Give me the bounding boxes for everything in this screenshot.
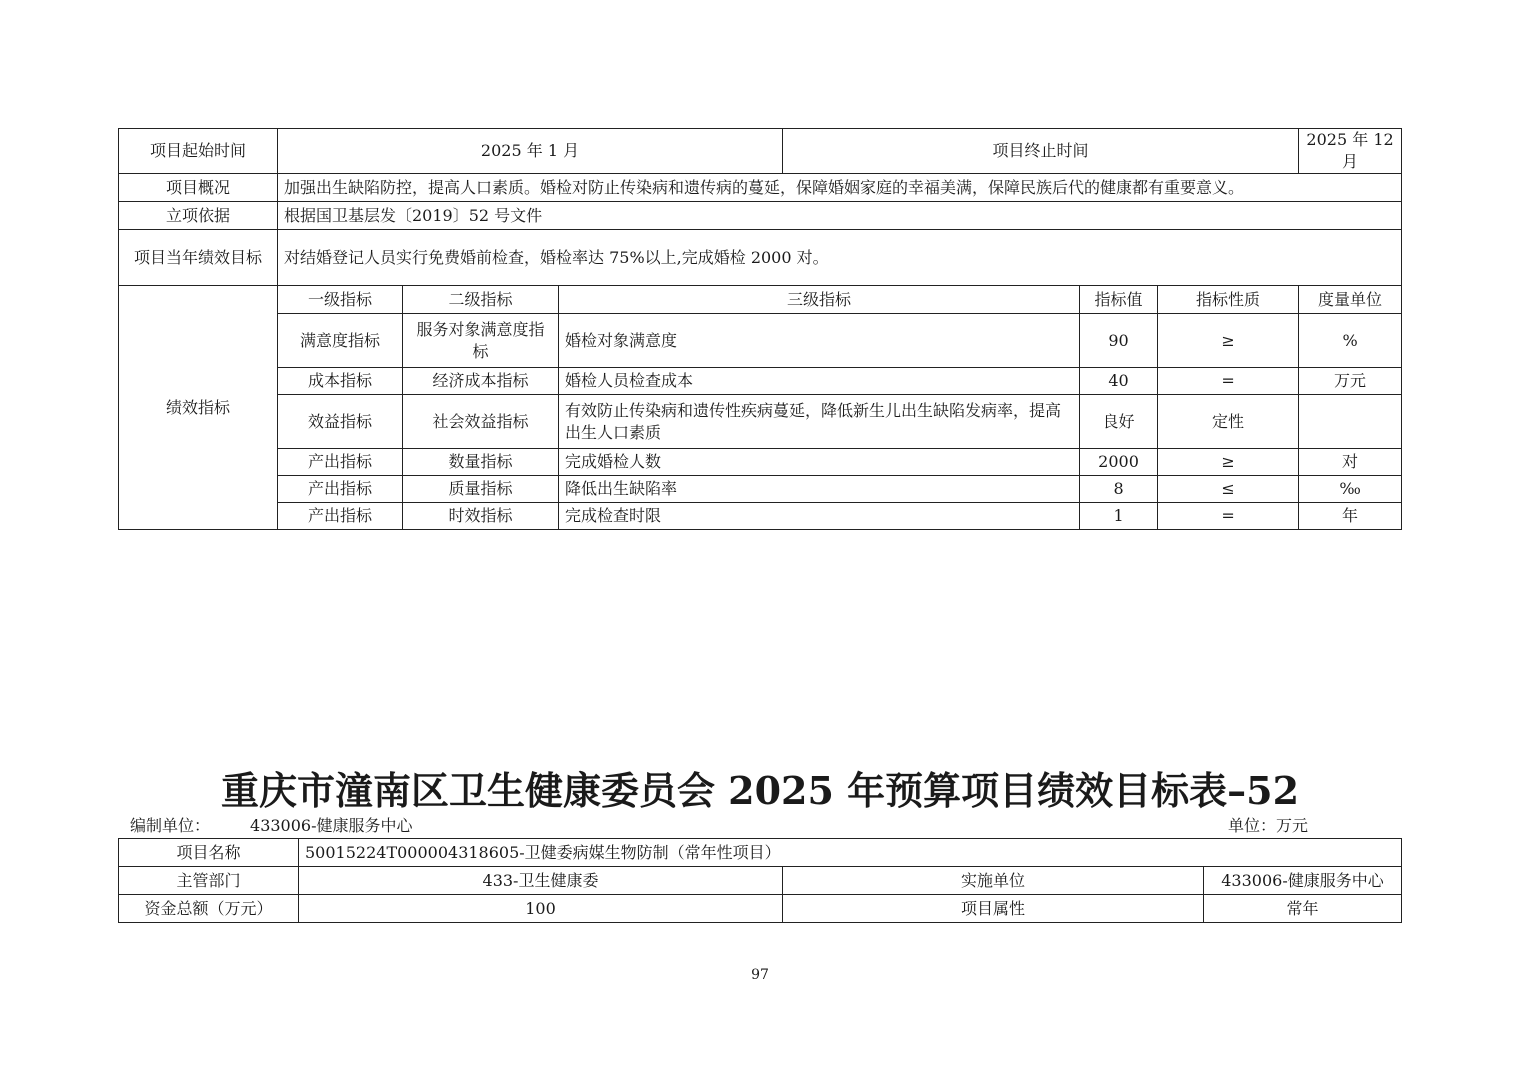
row-value: 良好: [1080, 395, 1158, 449]
attr-value: 常年: [1204, 895, 1402, 923]
row-l3: 完成检查时限: [559, 503, 1080, 530]
project-info-table: [118, 838, 1402, 923]
row-l1: 成本指标: [278, 368, 403, 395]
attr-label: 项目属性: [783, 895, 1204, 923]
funds-label: 资金总额（万元）: [119, 895, 299, 923]
basis-value: 根据国卫基层发〔2019〕52 号文件: [278, 202, 1402, 230]
row-l2: 经济成本指标: [403, 368, 559, 395]
row-unit: 万元: [1299, 368, 1402, 395]
row-l3: 有效防止传染病和遗传性疾病蔓延，降低新生儿出生缺陷发病率，提高出生人口素质: [559, 395, 1080, 449]
row-l2: 数量指标: [403, 449, 559, 476]
dept-label: 主管部门: [119, 867, 299, 895]
row-value: 90: [1080, 314, 1158, 368]
funds-value: 100: [299, 895, 783, 923]
row-l2: 服务对象满意度指标: [403, 314, 559, 368]
prepared-by-value: 433006-健康服务中心: [250, 816, 413, 835]
table-row: [119, 368, 1402, 395]
row-nature: ≤: [1158, 476, 1299, 503]
header-unit: 度量单位: [1299, 286, 1402, 314]
table-row: [119, 476, 1402, 503]
overview-label: 项目概况: [119, 174, 278, 202]
row-nature: ≥: [1158, 314, 1299, 368]
page-title: 重庆市潼南区卫生健康委员会 2025 年预算项目绩效目标表–52: [220, 768, 1300, 813]
table-row: [119, 395, 1402, 449]
row-nature: ≥: [1158, 449, 1299, 476]
row-unit: ‰: [1299, 476, 1402, 503]
row-unit: %: [1299, 314, 1402, 368]
row-l1: 产出指标: [278, 449, 403, 476]
row-value: 8: [1080, 476, 1158, 503]
page-number: 97: [751, 967, 769, 983]
row-l1: 产出指标: [278, 503, 403, 530]
header-l1: 一级指标: [278, 286, 403, 314]
prepared-by: [130, 813, 413, 836]
header-l3: 三级指标: [559, 286, 1080, 314]
row-l2: 质量指标: [403, 476, 559, 503]
row-value: 2000: [1080, 449, 1158, 476]
row-unit: [1299, 395, 1402, 449]
goal-value: 对结婚登记人员实行免费婚前检查，婚检率达 75%以上,完成婚检 2000 对。: [278, 230, 1402, 286]
start-time-label: 项目起始时间: [119, 129, 278, 174]
row-value: 40: [1080, 368, 1158, 395]
dept-value: 433-卫生健康委: [299, 867, 783, 895]
basis-label: 立项依据: [119, 202, 278, 230]
start-time-value: 2025 年 1 月: [278, 129, 783, 174]
table-row: [119, 449, 1402, 476]
end-time-value: 2025 年 12 月: [1299, 129, 1402, 174]
row-value: 1: [1080, 503, 1158, 530]
table-row: [119, 503, 1402, 530]
row-l2: 社会效益指标: [403, 395, 559, 449]
table-row: [119, 314, 1402, 368]
row-unit: 对: [1299, 449, 1402, 476]
performance-table: [118, 128, 1402, 530]
overview-value: 加强出生缺陷防控，提高人口素质。婚检对防止传染病和遗传病的蔓延，保障婚姻家庭的幸福美满，保障民族后代的健康都有重要意义。: [278, 174, 1402, 202]
row-l3: 婚检人员检查成本: [559, 368, 1080, 395]
prepared-by-label: 编制单位：: [130, 816, 211, 835]
perf-label: 绩效指标: [119, 286, 278, 530]
row-l3: 完成婚检人数: [559, 449, 1080, 476]
header-nature: 指标性质: [1158, 286, 1299, 314]
row-l1: 效益指标: [278, 395, 403, 449]
end-time-label: 项目终止时间: [783, 129, 1299, 174]
row-l2: 时效指标: [403, 503, 559, 530]
row-nature: 定性: [1158, 395, 1299, 449]
project-name-label: 项目名称: [119, 839, 299, 867]
row-l1: 产出指标: [278, 476, 403, 503]
row-l3: 降低出生缺陷率: [559, 476, 1080, 503]
row-nature: =: [1158, 503, 1299, 530]
impl-value: 433006-健康服务中心: [1204, 867, 1402, 895]
row-l1: 满意度指标: [278, 314, 403, 368]
row-nature: =: [1158, 368, 1299, 395]
impl-label: 实施单位: [783, 867, 1204, 895]
row-unit: 年: [1299, 503, 1402, 530]
project-name-value: 50015224T000004318605-卫健委病媒生物防制（常年性项目）: [299, 839, 1402, 867]
header-value: 指标值: [1080, 286, 1158, 314]
goal-label: 项目当年绩效目标: [119, 230, 278, 286]
row-l3: 婚检对象满意度: [559, 314, 1080, 368]
header-l2: 二级指标: [403, 286, 559, 314]
unit-label: 单位：万元: [1228, 816, 1309, 835]
